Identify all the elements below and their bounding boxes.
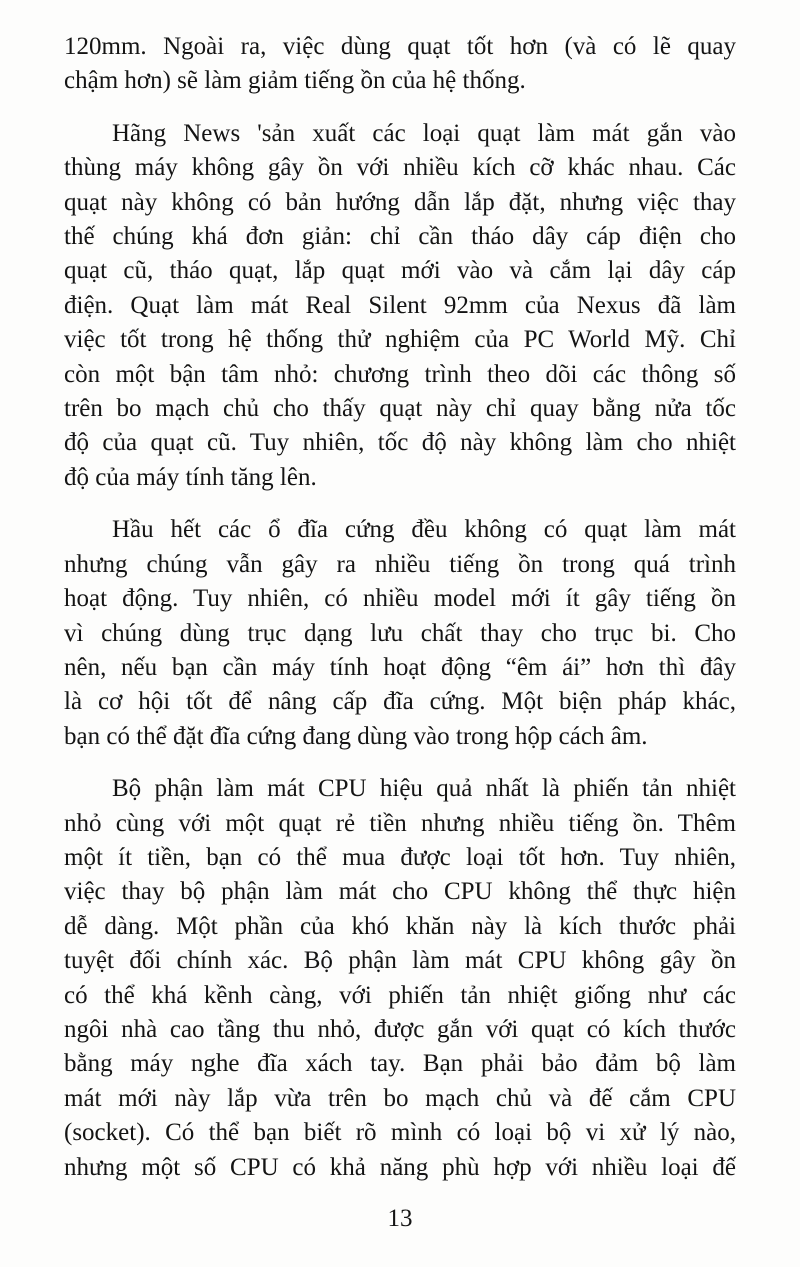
paragraph-1 — [64, 30, 736, 99]
body-text — [64, 30, 736, 1203]
text-line: một ít tiền, bạn có thể mua được loại tốt hơn. Tuy nhiên, — [64, 843, 736, 871]
text-line: điện. Quạt làm mát Real Silent 92mm của Nexus đã làm — [64, 291, 736, 319]
paragraph-4 — [64, 772, 736, 1185]
text-line: độ của máy tính tăng lên. — [64, 463, 317, 491]
text-line: Bộ phận làm mát CPU hiệu quả nhất là phiến tản nhiệt — [112, 775, 736, 803]
text-line: thế chúng khá đơn giản: chỉ cần tháo dây cáp điện cho — [64, 223, 736, 251]
paragraph-3 — [64, 513, 736, 754]
text-line: nhỏ cùng với một quạt rẻ tiền nhưng nhiều tiếng ồn. Thêm — [64, 809, 736, 837]
text-line: vì chúng dùng trục dạng lưu chất thay cho trục bi. Cho — [64, 619, 736, 647]
paragraph-2 — [64, 117, 736, 495]
text-line: Hãng News 'sản xuất các loại quạt làm mát gắn vào — [112, 119, 736, 147]
text-line: thùng máy không gây ồn với nhiều kích cỡ khác nhau. Các — [64, 154, 736, 182]
text-line: quạt cũ, tháo quạt, lắp quạt mới vào và cắm lại dây cáp — [64, 257, 736, 285]
text-line: việc thay bộ phận làm mát cho CPU không thể thực hiện — [64, 878, 736, 906]
text-line: hoạt động. Tuy nhiên, có nhiều model mới ít gây tiếng ồn — [64, 585, 736, 613]
text-line: bằng máy nghe đĩa xách tay. Bạn phải bảo đảm bộ làm — [64, 1050, 736, 1078]
text-line: mát mới này lắp vừa trên bo mạch chủ và đế cắm CPU — [64, 1084, 736, 1112]
text-line: dễ dàng. Một phần của khó khăn này là kích thước phải — [64, 912, 736, 940]
page-number: 13 — [387, 1205, 413, 1232]
text-line: Hầu hết các ổ đĩa cứng đều không có quạt làm mát — [112, 516, 736, 544]
text-line: nhưng một số CPU có khả năng phù hợp với nhiều loại đế — [64, 1153, 736, 1181]
text-line: (socket). Có thể bạn biết rõ mình có loại bộ vi xử lý nào, — [64, 1119, 736, 1147]
text-line: nhưng chúng vẫn gây ra nhiều tiếng ồn trong quá trình — [64, 550, 736, 578]
text-line: độ của quạt cũ. Tuy nhiên, tốc độ này không làm cho nhiệt — [64, 429, 736, 457]
text-line: quạt này không có bản hướng dẫn lắp đặt, nhưng việc thay — [64, 188, 736, 216]
text-line: chậm hơn) sẽ làm giảm tiếng ồn của hệ thống. — [64, 67, 526, 95]
text-line: nên, nếu bạn cần máy tính hoạt động “êm ái” hơn thì đây — [64, 653, 736, 681]
text-line: có thể khá kềnh càng, với phiến tản nhiệt giống như các — [64, 981, 736, 1009]
text-line: trên bo mạch chủ cho thấy quạt này chỉ quay bằng nửa tốc — [64, 395, 736, 423]
text-line: 120mm. Ngoài ra, việc dùng quạt tốt hơn (và có lẽ quay — [64, 33, 736, 60]
text-line: ngôi nhà cao tầng thu nhỏ, được gắn với quạt có kích thước — [64, 1015, 736, 1043]
text-line: bạn có thể đặt đĩa cứng đang dùng vào trong hộp cách âm. — [64, 722, 648, 750]
text-line: là cơ hội tốt để nâng cấp đĩa cứng. Một biện pháp khác, — [64, 688, 736, 716]
text-line: việc tốt trong hệ thống thử nghiệm của PC World Mỹ. Chỉ — [64, 326, 736, 354]
text-line: tuyệt đối chính xác. Bộ phận làm mát CPU không gây ồn — [64, 947, 736, 975]
text-line: còn một bận tâm nhỏ: chương trình theo dõi các thông số — [64, 360, 736, 388]
